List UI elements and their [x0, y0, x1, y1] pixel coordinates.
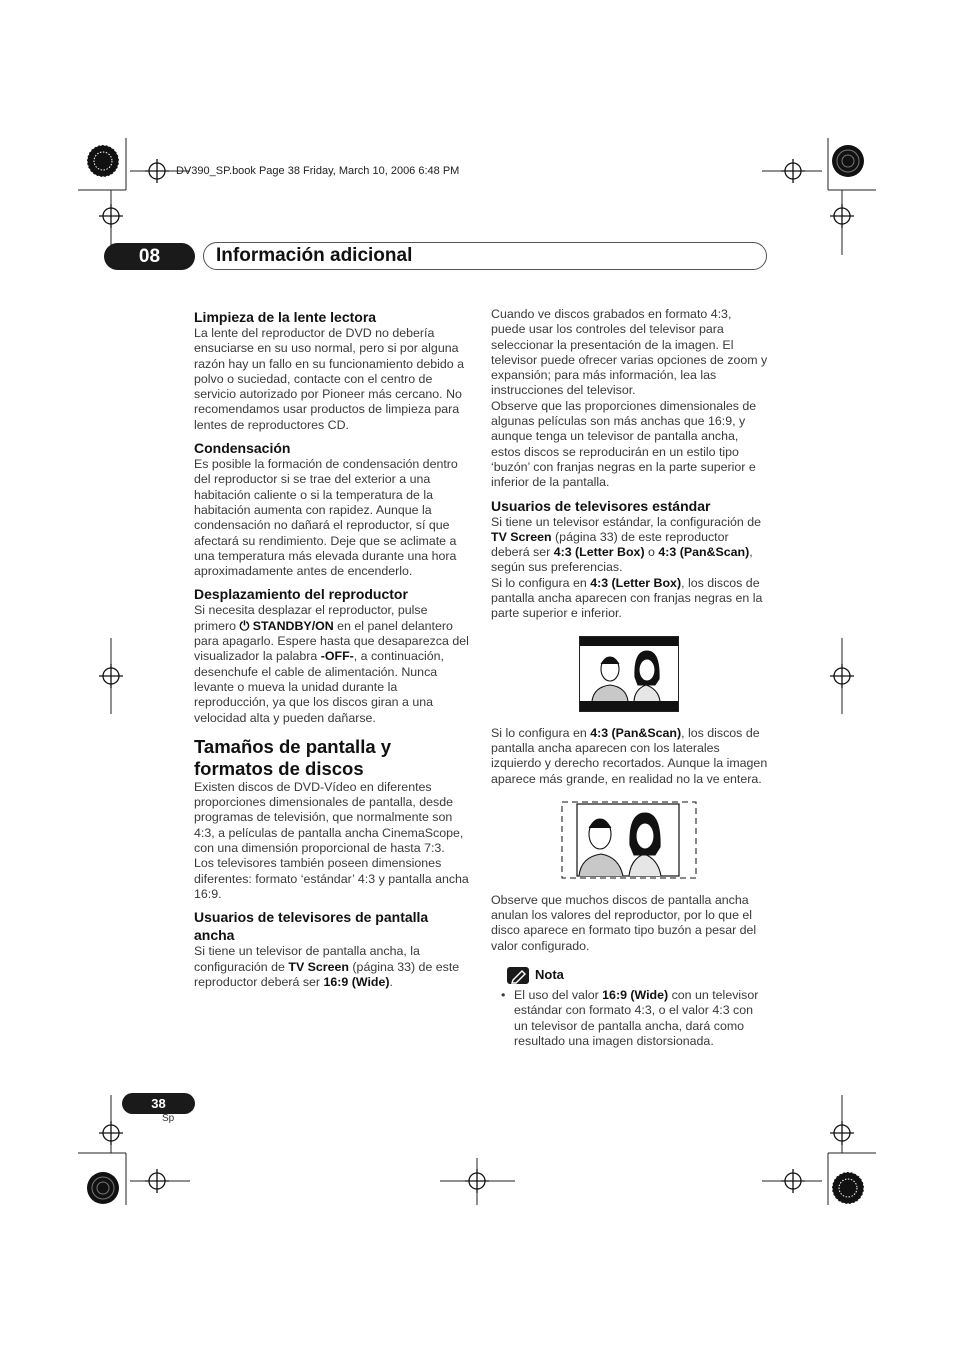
paragraph-ancha: Si tiene un televisor de pantalla ancha, la configuración de TV Screen (página 33) de este reproductor deberá ser 16:9 (Wide).: [194, 944, 460, 989]
letterbox-picture: [580, 637, 678, 711]
paragraph-intro-1: Cuando ve discos grabados en formato 4:3, puede usar los controles del televisor para seleccionar la presentación de la imagen. El televisor puede ofrecer varias opciones de zoom y expansión; para más información, lea las instrucciones del televisor.: [491, 307, 768, 398]
chapter-number-badge: 08: [104, 243, 195, 270]
paragraph-condensacion: Es posible la formación de condensación dentro del reproductor si se trae del exterior a una habitación caliente o si la temperatura de la habitación aumenta con rapidez. Aunque la condensación no dañará el reproductor, sí que afectará su rendimiento. Deje que se aclimate a una temperatura más elevada durante una hora aproximadamente antes de encenderlo.: [194, 457, 458, 579]
standby-icon: ⏻: [239, 618, 250, 633]
paragraph-intro-2: Observe que las proporciones dimensionales de algunas películas son más anchas que 16:9, y aunque tenga un televisor de pantalla ancha, estos discos se reproducirán en un estilo tipo ‘buzón’ con franjas negras en la parte superior e inferior de la pantalla.: [491, 398, 757, 490]
book-info: DV390_SP.book Page 38 Friday, March 10, 2006 6:48 PM: [176, 165, 460, 177]
letterbox-illustration: [579, 636, 679, 712]
right-column: [491, 307, 769, 1049]
paragraph-panscan: Si lo configura en 4:3 (Pan&Scan), los discos de pantalla ancha aparecen con los laterales izquierdo y derecho recortados. Aunque la imagen aparece más grande, en realidad no la ve entera.: [491, 725, 768, 786]
paragraph-tamanos-2: Los televisores también poseen dimensiones diferentes: formato ‘estándar’ 4:3 y pantalla ancha 16:9.: [194, 856, 469, 901]
section-heading-estandar: Usuarios de televisores estándar: [491, 497, 711, 514]
section-heading-ancha: Usuarios de televisores de pantalla ancha: [194, 909, 429, 944]
paragraph-letterbox: Si lo configura en 4:3 (Letter Box), los discos de pantalla ancha aparecen con franjas negras en la parte superior e inferior.: [491, 575, 763, 621]
paragraph-lente: La lente del reproductor de DVD no debería ensuciarse en su uso normal, pero si por alguna razón hay un fallo en su funcionamiento debido a polvo o suciedad, contacte con el centro de servicio autorizado por Pioneer más cercano. No recomendamos usar productos de limpieza para lentes de reproductores CD.: [194, 326, 465, 432]
page-number: 38: [122, 1093, 195, 1114]
paragraph-tamanos-1: Existen discos de DVD-Vídeo en diferentes proporciones dimensionales de pantalla, desde programas de televisión, que normalmente son 4:3, a películas de pantalla ancha CinemaScope, con una dimensión proporcional de hasta 7:3.: [194, 779, 464, 856]
panscan-illustration: [561, 801, 697, 879]
panscan-picture: [561, 801, 697, 879]
pencil-note-icon: [507, 967, 529, 984]
note-title: Nota: [535, 967, 564, 983]
paragraph-estandar: Si tiene un televisor estándar, la configuración de TV Screen (página 33) de este reproductor deberá ser 4:3 (Letter Box) o 4:3 (Pan&Scan), según sus preferencias.: [491, 514, 762, 575]
paragraph-outro: Observe que muchos discos de pantalla ancha anulan los valores del reproductor, por lo que el disco aparece en formato tipo buzón a pesar del valor configurado.: [491, 892, 757, 953]
note-header: [507, 966, 769, 984]
paragraph-desplazamiento: Si necesita desplazar el reproductor, pulse primero ⏻ STANDBY/ON en el panel delantero para apagarlo. Espere hasta que desaparezca del visualizador la palabra -OFF-, a continuación, desenchufe el cable de alimentación. Nunca levante o mueva la unidad durante la reproducción, ya que los discos giran a una velocidad alta y pueden dañarse.: [194, 603, 469, 725]
chapter-title: Información adicional: [216, 245, 413, 266]
page-language: Sp: [162, 1113, 175, 1124]
section-heading-condensacion: Condensación: [194, 440, 291, 457]
section-heading-desplazamiento: Desplazamiento del reproductor: [194, 586, 408, 603]
list-item: • El uso del valor 16:9 (Wide) con un televisor estándar con formato 4:3, o el valor 4:3 con un televisor de pantalla ancha, dará como resultado una imagen distorsionada.: [501, 988, 769, 1049]
note-list: [501, 988, 769, 1049]
section-heading-tamanos: Tamaños de pantalla y formatos de discos: [194, 735, 392, 779]
section-heading-lente: Limpieza de la lente lectora: [194, 309, 377, 325]
left-column: [194, 308, 470, 990]
